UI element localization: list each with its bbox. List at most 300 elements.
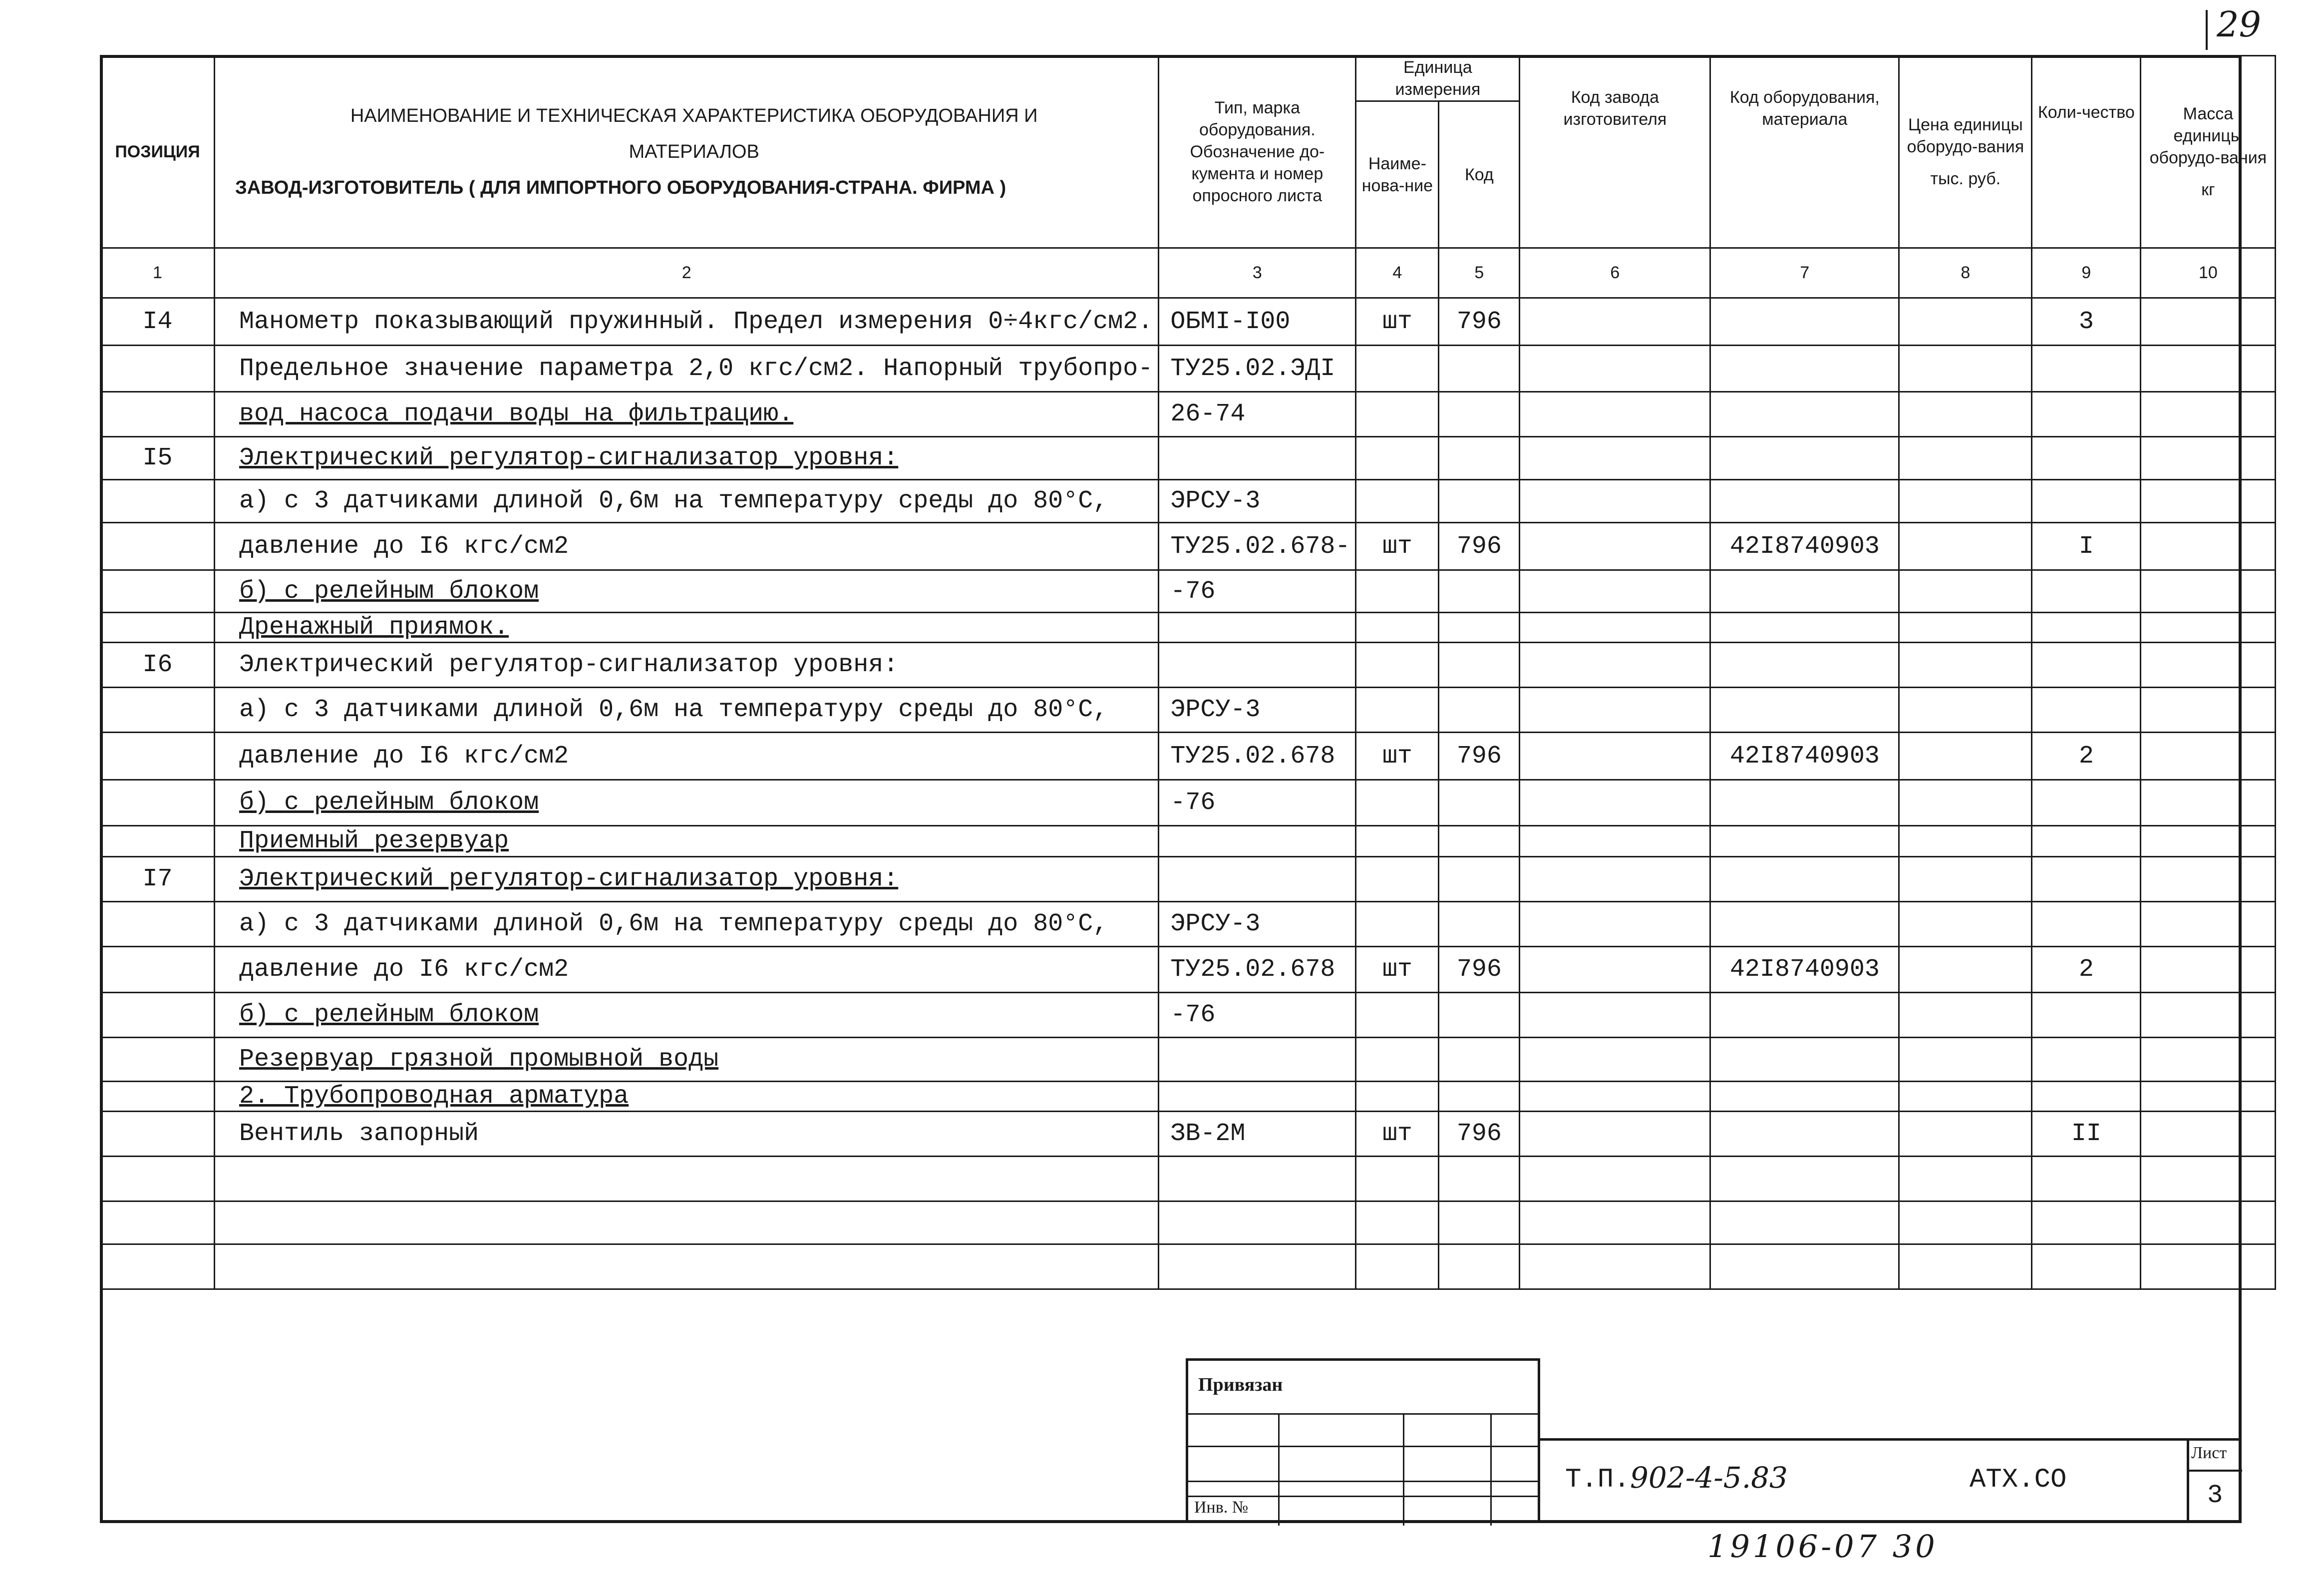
mass-cell: [2141, 826, 2276, 857]
column-number: 9: [2032, 248, 2141, 298]
title-block-designation: [1540, 1438, 2242, 1523]
equipment-code-cell: [1710, 437, 1899, 480]
equipment-code-cell: [1710, 1112, 1899, 1157]
stamp-line: [1188, 1481, 1538, 1482]
type-cell: -76: [1159, 570, 1356, 613]
factory-code-cell: [1520, 1082, 1710, 1112]
unit-name-cell: [1356, 570, 1439, 613]
name-cell: Резервуар грязной промывной воды: [215, 1038, 1159, 1082]
position-cell: [101, 570, 215, 613]
privyazan-label: Привязан: [1198, 1374, 1283, 1395]
factory-code-cell: [1520, 780, 1710, 826]
type-cell: [1159, 826, 1356, 857]
column-number: 8: [1899, 248, 2032, 298]
equipment-code-cell: 42I8740903: [1710, 733, 1899, 780]
unit-name-cell: [1356, 643, 1439, 688]
equipment-code-cell: [1710, 902, 1899, 947]
type-cell: ТУ25.02.678-: [1159, 523, 1356, 570]
position-cell: [101, 688, 215, 733]
name-cell: Вентиль запорный: [215, 1112, 1159, 1157]
table-row: [101, 298, 2276, 346]
sheet-label: Лист: [2191, 1444, 2227, 1462]
mass-cell: [2141, 392, 2276, 437]
price-cell: [1899, 643, 2032, 688]
type-cell: [1159, 437, 1356, 480]
position-cell: [101, 780, 215, 826]
equipment-code-cell: [1710, 298, 1899, 346]
type-cell: 26-74: [1159, 392, 1356, 437]
type-cell: ЭРСУ-3: [1159, 688, 1356, 733]
name-cell: Электрический регулятор-сигнализатор уровня:: [215, 643, 1159, 688]
unit-code-cell: [1439, 480, 1520, 523]
header-price: [1899, 56, 2032, 248]
name-cell: 2. Трубопроводная арматура: [215, 1082, 1159, 1112]
quantity-cell: [2032, 643, 2141, 688]
position-cell: I7: [101, 857, 215, 902]
equipment-code-cell: [1710, 480, 1899, 523]
price-cell: [1899, 857, 2032, 902]
quantity-cell: 3: [2032, 298, 2141, 346]
position-cell: [101, 733, 215, 780]
name-cell: б) с релейным блоком: [215, 993, 1159, 1038]
unit-code-cell: [1439, 1082, 1520, 1112]
unit-name-cell: [1356, 1082, 1439, 1112]
page-number-divider: [2206, 10, 2208, 50]
price-cell: [1899, 780, 2032, 826]
name-cell: Дренажный приямок.: [215, 613, 1159, 643]
mass-cell: [2141, 688, 2276, 733]
factory-code-cell: [1520, 346, 1710, 392]
type-cell: ТУ25.02.678: [1159, 947, 1356, 993]
quantity-cell: [2032, 437, 2141, 480]
column-number: 2: [215, 248, 1159, 298]
unit-code-cell: 796: [1439, 298, 1520, 346]
header-unit-group: Единица измерения: [1356, 56, 1520, 101]
table-row: [101, 346, 2276, 392]
unit-name-cell: [1356, 613, 1439, 643]
position-cell: [101, 346, 215, 392]
stamp-line: [1188, 1446, 1538, 1447]
factory-code-cell: [1520, 993, 1710, 1038]
unit-code-cell: [1439, 570, 1520, 613]
quantity-cell: [2032, 392, 2141, 437]
quantity-cell: [2032, 480, 2141, 523]
stamp-line: [1188, 1413, 1538, 1415]
quantity-cell: [2032, 826, 2141, 857]
unit-name-cell: [1356, 346, 1439, 392]
equipment-code-cell: [1710, 826, 1899, 857]
quantity-cell: [2032, 688, 2141, 733]
unit-code-cell: 796: [1439, 733, 1520, 780]
factory-code-cell: [1520, 902, 1710, 947]
table-row: [101, 947, 2276, 993]
header-type: Тип, марка оборудования. Обозначение до-кумента и номер опросного листа: [1159, 56, 1356, 248]
price-cell: [1899, 1157, 2032, 1201]
mass-cell: [2141, 993, 2276, 1038]
unit-name-cell: шт: [1356, 523, 1439, 570]
equipment-code-cell: [1710, 688, 1899, 733]
unit-code-cell: 796: [1439, 947, 1520, 993]
factory-code-cell: [1520, 570, 1710, 613]
factory-code-cell: [1520, 826, 1710, 857]
sheet-box: [2187, 1441, 2242, 1523]
position-cell: [101, 1038, 215, 1082]
stamp-line: [1490, 1413, 1492, 1526]
equipment-code-cell: [1710, 780, 1899, 826]
specification-table: [100, 55, 2276, 1290]
equipment-code-cell: [1710, 1082, 1899, 1112]
unit-name-cell: [1356, 1201, 1439, 1244]
factory-code-cell: [1520, 1157, 1710, 1201]
unit-code-cell: 796: [1439, 1112, 1520, 1157]
factory-code-cell: [1520, 480, 1710, 523]
unit-name-cell: [1356, 1244, 1439, 1289]
price-cell: [1899, 947, 2032, 993]
price-cell: [1899, 480, 2032, 523]
column-number: 5: [1439, 248, 1520, 298]
header-unit-name: Наиме-нова-ние: [1356, 101, 1439, 248]
quantity-cell: 2: [2032, 733, 2141, 780]
mass-cell: [2141, 1112, 2276, 1157]
page-number: 29: [2217, 4, 2262, 45]
table-row: [101, 643, 2276, 688]
equipment-code-cell: [1710, 643, 1899, 688]
factory-code-cell: [1520, 1201, 1710, 1244]
header-unit-code: Код: [1439, 101, 1520, 248]
unit-name-cell: [1356, 902, 1439, 947]
equipment-code-cell: 42I8740903: [1710, 523, 1899, 570]
quantity-cell: I: [2032, 523, 2141, 570]
factory-code-cell: [1520, 1038, 1710, 1082]
factory-code-cell: [1520, 1112, 1710, 1157]
type-cell: [1159, 1082, 1356, 1112]
mass-cell: [2141, 480, 2276, 523]
quantity-cell: [2032, 993, 2141, 1038]
header-factory-code: Код завода изготовителя: [1520, 56, 1710, 248]
name-cell: давление до I6 кгс/см2: [215, 947, 1159, 993]
factory-code-cell: [1520, 643, 1710, 688]
type-cell: [1159, 613, 1356, 643]
header-name: [215, 56, 1159, 248]
mass-cell: [2141, 947, 2276, 993]
unit-name-cell: [1356, 780, 1439, 826]
position-cell: [101, 1082, 215, 1112]
price-cell: [1899, 1201, 2032, 1244]
table-row: [101, 480, 2276, 523]
header-price-label: Цена единицы оборудо-вания: [1907, 115, 2024, 157]
type-cell: -76: [1159, 780, 1356, 826]
stamp-line: [1278, 1413, 1280, 1526]
type-cell: [1159, 857, 1356, 902]
document-code: АТХ.СО: [1970, 1465, 2067, 1495]
unit-name-cell: шт: [1356, 947, 1439, 993]
quantity-cell: [2032, 613, 2141, 643]
price-cell: [1899, 346, 2032, 392]
table-row: [101, 437, 2276, 480]
mass-cell: [2141, 298, 2276, 346]
type-cell: ЭРСУ-3: [1159, 480, 1356, 523]
position-cell: [101, 1201, 215, 1244]
factory-code-cell: [1520, 523, 1710, 570]
mass-cell: [2141, 570, 2276, 613]
quantity-cell: [2032, 902, 2141, 947]
column-number: 1: [101, 248, 215, 298]
position-cell: [101, 993, 215, 1038]
position-cell: [101, 1157, 215, 1201]
header-position: ПОЗИЦИЯ: [101, 56, 215, 248]
mass-cell: [2141, 523, 2276, 570]
unit-name-cell: [1356, 857, 1439, 902]
unit-name-cell: шт: [1356, 298, 1439, 346]
price-cell: [1899, 826, 2032, 857]
equipment-code-cell: [1710, 570, 1899, 613]
price-cell: [1899, 570, 2032, 613]
position-cell: I6: [101, 643, 215, 688]
equipment-code-cell: [1710, 346, 1899, 392]
table-row: [101, 523, 2276, 570]
quantity-cell: II: [2032, 1112, 2141, 1157]
position-cell: [101, 947, 215, 993]
mass-cell: [2141, 1244, 2276, 1289]
unit-code-cell: [1439, 857, 1520, 902]
name-cell: Манометр показывающий пружинный. Предел измерения 0÷4кгс/см2.: [215, 298, 1159, 346]
name-cell: б) с релейным блоком: [215, 780, 1159, 826]
mass-cell: [2141, 1082, 2276, 1112]
price-cell: [1899, 733, 2032, 780]
position-cell: [101, 1244, 215, 1289]
factory-code-cell: [1520, 857, 1710, 902]
mass-cell: [2141, 733, 2276, 780]
privyazan-stamp: [1186, 1358, 1540, 1523]
header-mass: [2141, 56, 2276, 248]
unit-code-cell: [1439, 993, 1520, 1038]
price-cell: [1899, 1038, 2032, 1082]
sheet-divider: [2189, 1470, 2242, 1472]
unit-code-cell: [1439, 1201, 1520, 1244]
quantity-cell: 2: [2032, 947, 2141, 993]
position-cell: [101, 1112, 215, 1157]
table-row: [101, 1201, 2276, 1244]
table-row: [101, 392, 2276, 437]
name-cell: Электрический регулятор-сигнализатор уровня:: [215, 437, 1159, 480]
quantity-cell: [2032, 1082, 2141, 1112]
name-cell: б) с релейным блоком: [215, 570, 1159, 613]
type-cell: ТУ25.02.ЭДI: [1159, 346, 1356, 392]
tp-prefix: Т.П.: [1565, 1465, 1630, 1495]
stamp-line: [1188, 1496, 1538, 1497]
equipment-code-cell: [1710, 392, 1899, 437]
unit-code-cell: [1439, 826, 1520, 857]
unit-name-cell: [1356, 688, 1439, 733]
column-number: 10: [2141, 248, 2276, 298]
factory-code-cell: [1520, 298, 1710, 346]
name-cell: а) с 3 датчиками длиной 0,6м на температуру среды до 80°С,: [215, 902, 1159, 947]
header-quantity: Коли-чество: [2032, 56, 2141, 248]
quantity-cell: [2032, 1244, 2141, 1289]
factory-code-cell: [1520, 688, 1710, 733]
table-row: [101, 1112, 2276, 1157]
table-row: [101, 1157, 2276, 1201]
factory-code-cell: [1520, 733, 1710, 780]
quantity-cell: [2032, 857, 2141, 902]
factory-code-cell: [1520, 392, 1710, 437]
price-cell: [1899, 523, 2032, 570]
factory-code-cell: [1520, 947, 1710, 993]
equipment-code-cell: [1710, 993, 1899, 1038]
table-row: [101, 780, 2276, 826]
table-row: [101, 570, 2276, 613]
name-cell: [215, 1157, 1159, 1201]
price-cell: [1899, 902, 2032, 947]
name-cell: Приемный резервуар: [215, 826, 1159, 857]
equipment-code-cell: [1710, 1244, 1899, 1289]
unit-code-cell: [1439, 1157, 1520, 1201]
equipment-code-cell: 42I8740903: [1710, 947, 1899, 993]
position-cell: [101, 613, 215, 643]
table-row: [101, 1244, 2276, 1289]
position-cell: I5: [101, 437, 215, 480]
position-cell: [101, 826, 215, 857]
column-numbers-row: [101, 248, 2276, 298]
name-cell: [215, 1244, 1159, 1289]
unit-code-cell: [1439, 346, 1520, 392]
equipment-code-cell: [1710, 1038, 1899, 1082]
mass-cell: [2141, 1038, 2276, 1082]
mass-cell: [2141, 780, 2276, 826]
position-cell: [101, 902, 215, 947]
mass-cell: [2141, 902, 2276, 947]
table-row: [101, 1038, 2276, 1082]
table-row: [101, 1082, 2276, 1112]
price-cell: [1899, 392, 2032, 437]
name-cell: Предельное значение параметра 2,0 кгс/см2. Напорный трубопро-: [215, 346, 1159, 392]
type-cell: [1159, 1038, 1356, 1082]
factory-code-cell: [1520, 437, 1710, 480]
type-cell: ЭРСУ-3: [1159, 902, 1356, 947]
price-cell: [1899, 1112, 2032, 1157]
type-cell: [1159, 643, 1356, 688]
quantity-cell: [2032, 570, 2141, 613]
position-cell: [101, 523, 215, 570]
quantity-cell: [2032, 1157, 2141, 1201]
price-cell: [1899, 1244, 2032, 1289]
price-cell: [1899, 298, 2032, 346]
type-cell: [1159, 1201, 1356, 1244]
table-row: [101, 902, 2276, 947]
unit-code-cell: [1439, 688, 1520, 733]
header-mass-label: Масса единицы оборудо-вания: [2149, 104, 2267, 168]
type-cell: [1159, 1157, 1356, 1201]
table-row: [101, 688, 2276, 733]
unit-name-cell: [1356, 993, 1439, 1038]
factory-code-cell: [1520, 613, 1710, 643]
price-cell: [1899, 613, 2032, 643]
price-cell: [1899, 1082, 2032, 1112]
unit-code-cell: [1439, 613, 1520, 643]
mass-cell: [2141, 857, 2276, 902]
price-cell: [1899, 688, 2032, 733]
unit-name-cell: [1356, 1038, 1439, 1082]
column-number: 6: [1520, 248, 1710, 298]
inventory-number-label: Инв. №: [1194, 1498, 1249, 1517]
unit-name-cell: [1356, 437, 1439, 480]
unit-code-cell: [1439, 1244, 1520, 1289]
name-cell: [215, 1201, 1159, 1244]
column-number: 4: [1356, 248, 1439, 298]
name-cell: давление до I6 кгс/см2: [215, 733, 1159, 780]
sheet-number: 3: [2207, 1481, 2223, 1510]
name-cell: Электрический регулятор-сигнализатор уровня:: [215, 857, 1159, 902]
type-cell: ЗВ-2М: [1159, 1112, 1356, 1157]
column-number: 7: [1710, 248, 1899, 298]
equipment-code-cell: [1710, 1157, 1899, 1201]
type-cell: [1159, 1244, 1356, 1289]
type-cell: ОБМI-I00: [1159, 298, 1356, 346]
price-cell: [1899, 993, 2032, 1038]
unit-code-cell: [1439, 1038, 1520, 1082]
quantity-cell: [2032, 346, 2141, 392]
unit-name-cell: [1356, 480, 1439, 523]
mass-cell: [2141, 1201, 2276, 1244]
header-equipment-code: Код оборудования, материала: [1710, 56, 1899, 248]
unit-code-cell: 796: [1439, 523, 1520, 570]
header-row: [101, 56, 2276, 101]
mass-cell: [2141, 613, 2276, 643]
mass-cell: [2141, 643, 2276, 688]
table-row: [101, 613, 2276, 643]
position-cell: [101, 392, 215, 437]
unit-name-cell: [1356, 826, 1439, 857]
quantity-cell: [2032, 1038, 2141, 1082]
header-mass-unit: кг: [2201, 180, 2215, 200]
quantity-cell: [2032, 780, 2141, 826]
header-name-line1: НАИМЕНОВАНИЕ И ТЕХНИЧЕСКАЯ ХАРАКТЕРИСТИКА ОБОРУДОВАНИЯ И: [350, 105, 1038, 126]
archive-number: 19106-07 30: [1707, 1528, 1938, 1565]
mass-cell: [2141, 1157, 2276, 1201]
factory-code-cell: [1520, 1244, 1710, 1289]
name-cell: а) с 3 датчиками длиной 0,6м на температуру среды до 80°С,: [215, 688, 1159, 733]
stamp-line: [1403, 1413, 1404, 1526]
type-cell: ТУ25.02.678: [1159, 733, 1356, 780]
position-cell: I4: [101, 298, 215, 346]
position-cell: [101, 480, 215, 523]
unit-code-cell: [1439, 437, 1520, 480]
unit-code-cell: [1439, 643, 1520, 688]
mass-cell: [2141, 437, 2276, 480]
type-cell: -76: [1159, 993, 1356, 1038]
name-cell: вод насоса подачи воды на фильтрацию.: [215, 392, 1159, 437]
header-name-line3: ЗАВОД-ИЗГОТОВИТЕЛЬ ( ДЛЯ ИМПОРТНОГО ОБОРУДОВАНИЯ-СТРАНА. ФИРМА ): [235, 177, 1006, 199]
table-row: [101, 993, 2276, 1038]
header-price-unit: тыс. руб.: [1930, 169, 2001, 189]
unit-code-cell: [1439, 780, 1520, 826]
mass-cell: [2141, 346, 2276, 392]
unit-code-cell: [1439, 392, 1520, 437]
equipment-code-cell: [1710, 1201, 1899, 1244]
unit-code-cell: [1439, 902, 1520, 947]
name-cell: а) с 3 датчиками длиной 0,6м на температуру среды до 80°С,: [215, 480, 1159, 523]
unit-name-cell: [1356, 392, 1439, 437]
price-cell: [1899, 437, 2032, 480]
equipment-code-cell: [1710, 857, 1899, 902]
unit-name-cell: [1356, 1157, 1439, 1201]
name-cell: давление до I6 кгс/см2: [215, 523, 1159, 570]
tp-number: 902-4-5.83: [1630, 1461, 1788, 1495]
equipment-code-cell: [1710, 613, 1899, 643]
table-row: [101, 826, 2276, 857]
header-name-line2: МАТЕРИАЛОВ: [629, 141, 759, 163]
column-number: 3: [1159, 248, 1356, 298]
